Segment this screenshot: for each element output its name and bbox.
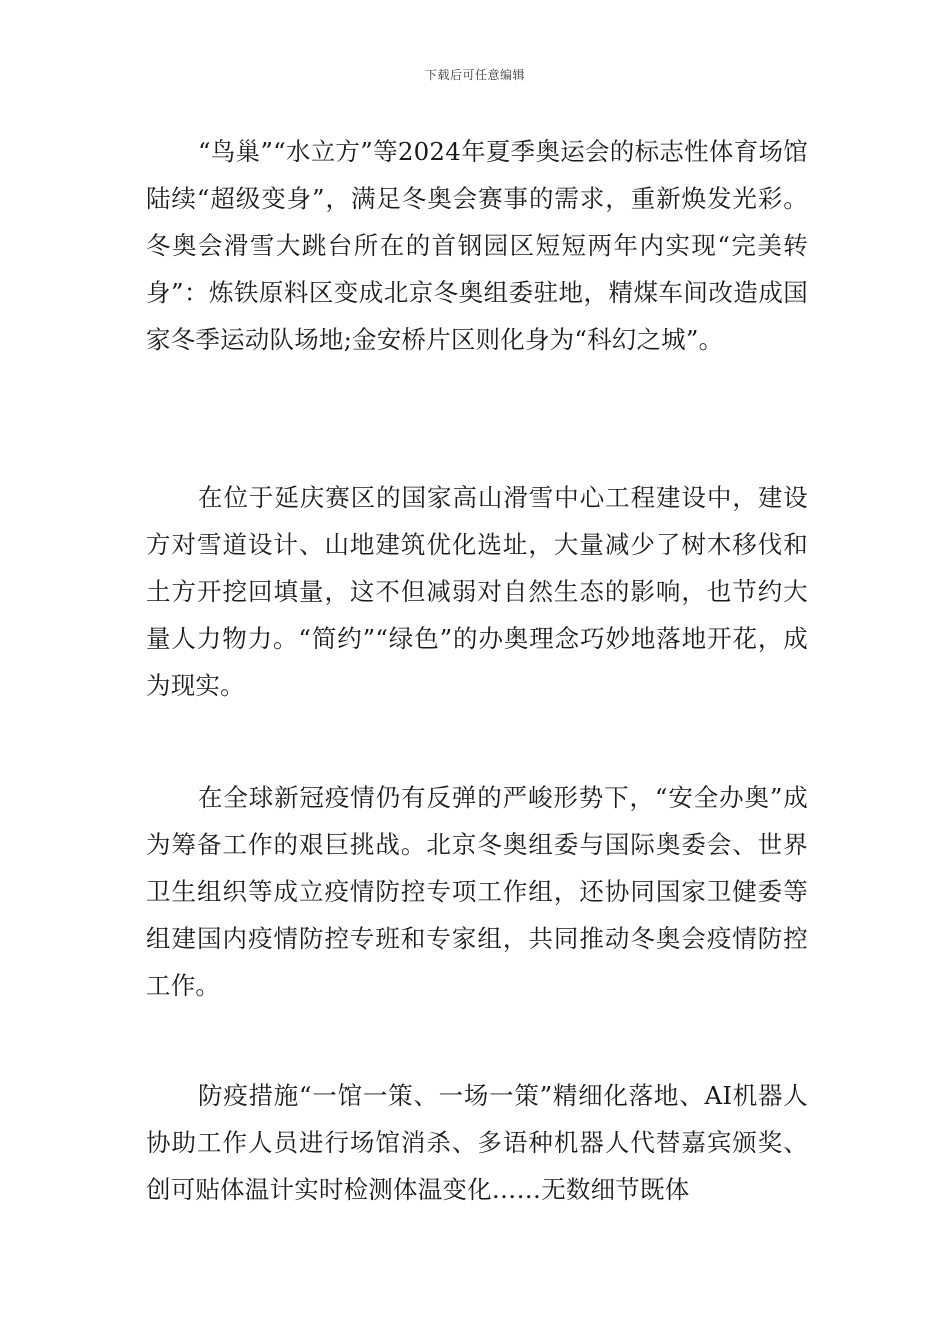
body-paragraph: 在位于延庆赛区的国家高山滑雪中心工程建设中，建设方对雪道设计、山地建筑优化选址，大量减少了树木移伐和土方开挖回填量，这不但减弱对自然生态的影响，也节约大量人力物力。“简约”“绿色”的办奥理念巧妙地落地开花，成为现实。 (146, 483, 808, 700)
body-paragraph: “鸟巢”“水立方”等2024年夏季奥运会的标志性体育场馆陆续“超级变身”，满足冬奥会赛事的需求，重新焕发光彩。冬奥会滑雪大跳台所在的首钢园区短短两年内实现“完美转身”：炼铁原料区变成北京冬奥组委驻地，精煤车间改造成国家冬季运动队场地;金安桥片区则化身为“科幻之城”。 (146, 137, 808, 354)
header-note: 下载后可任意编辑 (424, 68, 525, 82)
body-paragraph: 在全球新冠疫情仍有反弹的严峻形势下，“安全办奥”成为筹备工作的艰巨挑战。北京冬奥组委与国际奥委会、世界卫生组织等成立疫情防控专项工作组，还协同国家卫健委等组建国内疫情防控专班和专家组，共同推动冬奥会疫情防控工作。 (146, 783, 808, 1000)
body-paragraph: 防疫措施“一馆一策、一场一策”精细化落地、AI机器人协助工作人员进行场馆消杀、多语种机器人代替嘉宾颁奖、创可贴体温计实时检测体温变化……无数细节既体 (146, 1081, 808, 1204)
